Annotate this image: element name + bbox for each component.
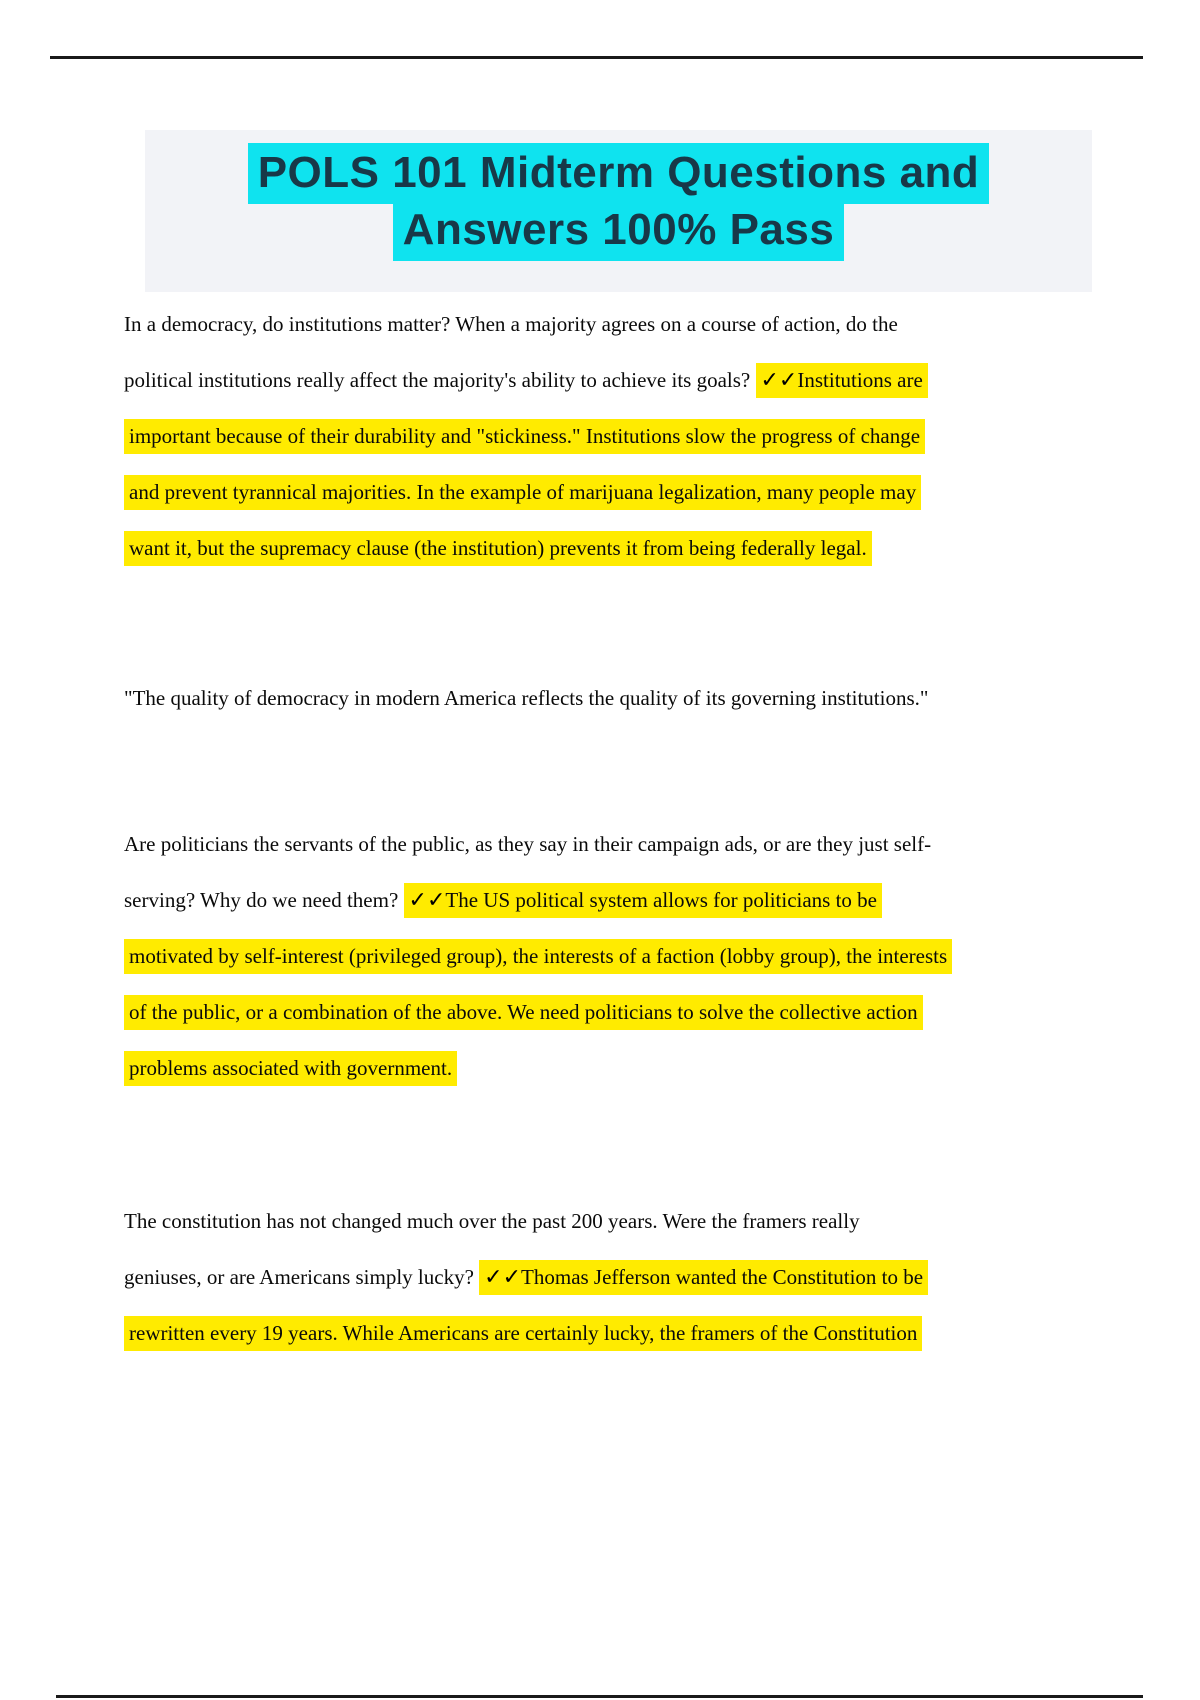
answer-highlight [124,1051,457,1086]
question-text: In a democracy, do institutions matter? When a majority agrees on a course of action, do the [124,312,898,336]
answer-highlight [124,475,921,510]
question-text: Are politicians the servants of the public, as they say in their campaign ads, or are they just self- [124,832,932,856]
text-line [124,872,1200,928]
title-panel [145,130,1092,292]
answer-text: The US political system allows for politicians to be [445,888,878,912]
top-divider [50,56,1143,59]
answer-highlight [756,363,928,398]
text-line [124,464,1200,520]
bottom-divider [56,1695,1143,1698]
text-line [124,1040,1200,1096]
answer-text: and prevent tyrannical majorities. In the example of marijuana legalization, many people may [129,480,917,504]
checkmarks-icon: ✓✓ [484,1265,522,1290]
text-line [124,816,1200,872]
text-line [124,984,1200,1040]
answer-text: important because of their durability and "stickiness." Institutions slow the progress of change [129,424,921,448]
checkmarks-icon: ✓✓ [408,888,446,913]
answer-text: Thomas Jefferson wanted the Constitution to be [521,1265,924,1289]
answer-text: Institutions are [797,368,923,392]
text-line [124,352,1200,408]
question-text: geniuses, or are Americans simply lucky? [124,1265,480,1289]
answer-highlight [124,995,923,1030]
qa-paragraph [124,1193,1200,1361]
question-text: political institutions really affect the majority's ability to achieve its goals? [124,368,756,392]
answer-highlight [404,883,882,918]
qa-paragraph [124,296,1200,576]
checkmarks-icon: ✓✓ [760,368,798,393]
question-text: "The quality of democracy in modern America reflects the quality of its governing institutions." [124,686,929,710]
answer-highlight [124,939,952,974]
text-line [124,1305,1200,1361]
answer-text: of the public, or a combination of the above. We need politicians to solve the collective action [129,1000,918,1024]
qa-paragraph [124,670,1200,726]
text-line [124,296,1200,352]
answer-text: rewritten every 19 years. While Americans are certainly lucky, the framers of the Constitution [129,1321,918,1345]
answer-text: problems associated with government. [129,1056,453,1080]
document-title-line1: POLS 101 Midterm Questions and [248,143,990,204]
document-title-line2: Answers 100% Pass [393,200,845,261]
text-line [124,670,1200,726]
question-text: The constitution has not changed much over the past 200 years. Were the framers really [124,1209,860,1233]
text-line [124,408,1200,464]
answer-text: motivated by self-interest (privileged group), the interests of a faction (lobby group), the interests [129,944,948,968]
title-row [145,201,1092,258]
text-line [124,520,1200,576]
text-line [124,928,1200,984]
answer-highlight [124,531,872,566]
title-row [145,144,1092,201]
qa-paragraph [124,816,1200,1096]
question-text: serving? Why do we need them? [124,888,404,912]
answer-text: want it, but the supremacy clause (the institution) prevents it from being federally legal. [129,536,867,560]
answer-highlight [479,1260,928,1295]
text-line [124,1249,1200,1305]
answer-highlight [124,1316,922,1351]
text-line [124,1193,1200,1249]
answer-highlight [124,419,925,454]
